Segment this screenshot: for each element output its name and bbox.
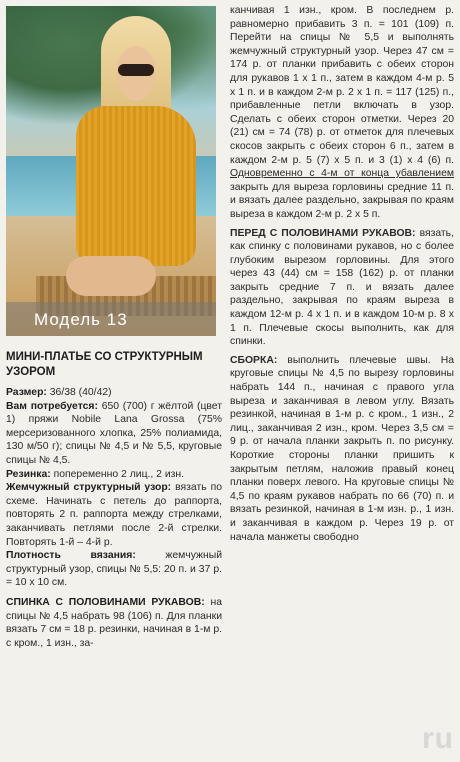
density-value: жемчужный структурный узор, спицы № 5,5: 20 п. и 37 р. = 10 x 10 см.	[6, 550, 222, 589]
assembly-label: СБОРКА:	[230, 354, 278, 366]
photo-caption: Модель 13	[34, 310, 128, 329]
pearl-pattern-label: Жемчужный структурный узор:	[6, 482, 172, 494]
model-legs	[66, 256, 156, 296]
front-paragraph	[230, 227, 454, 349]
assembly-paragraph	[230, 354, 454, 544]
size-value: 36/38 (40/42)	[46, 387, 112, 398]
back-continuation-paragraph	[230, 4, 454, 222]
back-paragraph	[6, 596, 222, 650]
materials-paragraph	[6, 400, 222, 468]
watermark: ru	[422, 722, 454, 755]
back-label: СПИНКА С ПОЛОВИНАМИ РУКАВОВ:	[6, 596, 205, 608]
pearl-pattern-paragraph	[6, 481, 222, 549]
article-title: МИНИ-ПЛАТЬЕ СО СТРУКТУРНЫМ УЗОРОМ	[6, 351, 203, 378]
materials-label: Вам потребуется:	[6, 400, 98, 412]
model-photo	[6, 6, 216, 336]
density-paragraph	[6, 549, 222, 590]
front-label: ПЕРЕД С ПОЛОВИНАМИ РУКАВОВ:	[230, 227, 416, 239]
rib-label: Резинка:	[6, 468, 51, 480]
back-continuation-end: закрыть для выреза горловины средние 11 п. и вязать далее раздельно, закрывая по краям выреза в каждом 2-м р. 2 x 5 п.	[230, 181, 454, 220]
density-label: Плотность вязания:	[6, 550, 136, 562]
assembly-value: выполнить плечевые швы. На круговые спицы № 4,5 по вырезу горловины набрать 144 п., начиная с правого угла выреза и заканчивая в левом углу. Вязать резинкой, начиная в 1-м р. с кром., 1 изн., 2 лиц., заканчивая 2 изн., кром. Через 3,5 см = 9 р. от начала планки закрыть п. по рисунку. Короткие стороны планки пришить к закрытым петлям, наложив правый конец планки поверх левого. На круговые спицы № 4,5 по краям рукавов набрать по 66 (70) п. и вязать резинкой, начиная в 1-м изн. р., 1 изн. и заканчивая в каждом р. Через 19 р. от начала манжеты свободно	[230, 354, 454, 543]
left-column	[6, 6, 222, 650]
back-continuation-text: канчивая 1 изн., кром. В последнем р. равномерно прибавить 3 п. = 101 (109) п. Перейти на спицы № 5,5 и выполнять жемчужный структурный узор. Через 47 см = 174 р. от планки прибавить с обеих сторон для рукавов 1 x 1 п., затем в каждом 4-м р. 5 x 1 п. и в каждом 2-м р. 2 x 1 п. = 117 (125) п., прибавленные петли включать в узор. Сделать с обеих сторон отметки. Через 20 (21) см = 74 (78) р. от отметок для плечевых скосов закрыть с обеих сторон 6 п., затем в каждом 2-м р. 5 (7) x 5 п. и 3 (1) x 4 (6) п.	[230, 5, 454, 166]
yellow-dress	[76, 106, 196, 266]
rib-paragraph	[6, 468, 222, 482]
back-value: на спицы № 4,5 набрать 98 (106) п. Для планки вязать 7 см = 18 р. резинки, начиная в 1-м р. с кром., 1 изн., за-	[6, 596, 222, 649]
pearl-pattern-value: вязать по схеме. Начинать с петель до раппорта, повторять 2 п. раппорта между стрелками, заканчивать петлями после 2-й стрелки. Повторять 1-й – 4-й р.	[6, 482, 223, 548]
front-value: вязать, как спинку с половинами рукавов, но с более глубоким вырезом горловины. Для этого через 43 (44) см = 158 (162) р. от планки закрыть средние 7 п. и вязать далее раздельно, закрывая по краям выреза в каждом 12-м р. 4 x 1 п. и в каждом 10-м р. 8 x 1 п. Плечевые скосы выполнить, как для спинки.	[230, 227, 454, 348]
size-label: Размер:	[6, 387, 47, 398]
underlined-instruction: Одновременно с 4-м от конца убавлением	[230, 168, 454, 180]
rib-value: попеременно 2 лиц., 2 изн.	[50, 468, 185, 480]
sunglasses	[118, 64, 154, 76]
right-column	[230, 4, 454, 544]
materials-value: 650 (700) г жёлтой (цвет 1) пряжи Nobile Lana Grossa (75% мерсеризованного хлопка, 25% полиамида, 130 м/50 г); спицы № 4,5 и № 5,5, круговые спицы № 4,5.	[6, 400, 223, 466]
size-paragraph	[6, 386, 222, 400]
